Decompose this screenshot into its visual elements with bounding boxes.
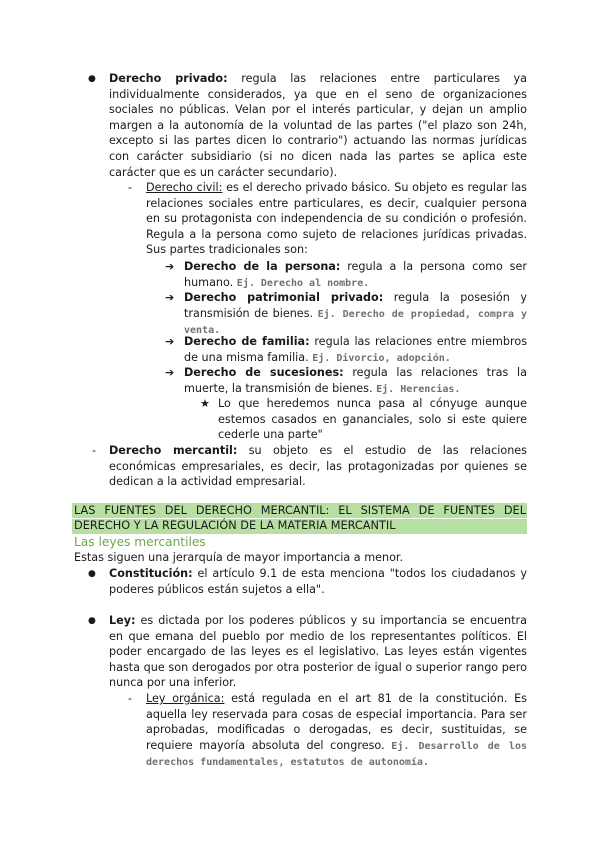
sucesiones-note-text: Lo que heredemos nunca pasa al cónyuge aunque estemos casados en gananciales, solo si este quiere cederle una parte" <box>218 397 527 442</box>
constitucion-text: el artículo 9.1 de esta menciona "todos los ciudadanos y poderes públicos están sujetos a ella". <box>109 567 527 596</box>
bullet-icon: ● <box>88 616 96 626</box>
derecho-patrimonial-label: Derecho patrimonial privado: <box>184 291 384 304</box>
arrow-icon: ➔ <box>165 291 175 304</box>
sucesiones-note <box>218 396 527 443</box>
derecho-patrimonial-example: Ej. Derecho de propiedad, compra y venta. <box>184 308 527 337</box>
ley-organica-item <box>146 691 527 771</box>
arrow-icon: ➔ <box>165 260 175 273</box>
ley-text: es dictada por los poderes públicos y su importancia se encuentra en que emana del pueblo por medio de los representantes políticos. El poder encargado de las leyes es el legislativo. Las leyes están vigentes hasta que son derogados por otra posterior de igual o superior rango pero nunca por una inferior. <box>109 614 527 690</box>
derecho-mercantil-text: su objeto es el estudio de las relaciones económicas empresariales, es decir, las protagonizadas por quienes se dedican a la actividad empresarial. <box>109 444 527 489</box>
ley-label: Ley: <box>109 614 136 627</box>
dash-icon: - <box>92 444 97 457</box>
derecho-familia-text: regula las relaciones entre miembros de una misma familia. <box>184 335 528 364</box>
derecho-privado-item <box>109 71 527 180</box>
derecho-sucesiones-text: regula las relaciones tras la muerte, la transmisión de bienes. <box>184 366 528 395</box>
section-heading: LAS FUENTES DEL DERECHO MERCANTIL: EL SISTEMA DE FUENTES DEL DERECHO Y LA REGULACIÓN DE LA MATERIA MERCANTIL <box>74 504 526 533</box>
star-icon: ★ <box>200 397 210 410</box>
bullet-icon: ● <box>88 74 96 84</box>
ley-item <box>109 613 527 691</box>
derecho-privado-text: regula las relaciones entre particulares ya individualmente considerados, ya que en el seno de organizaciones sociales no públicas. Velan por el interés particular, y dejan un amplio margen a la autonomía de la voluntad de las partes ("el plazo son 24h, excepto si las partes dicen lo contrario") actuando las normas jurídicas con carácter subsidiario (si no dicen nada las partes se aplica este carácter que es un carácter secundario). <box>109 72 527 179</box>
derecho-familia-item <box>184 334 527 366</box>
derecho-sucesiones-label: Derecho de sucesiones: <box>184 366 344 379</box>
intro-text: Estas siguen una jerarquía de mayor importancia a menor. <box>74 551 404 564</box>
ley-organica-text: está regulada en el art 81 de la constitución. Es aquella ley reservada para cosas de especial importancia. Para ser aprobadas, modificadas o derogadas, es decir, sustituidas, se requiere mayoría absoluta del congreso. <box>146 692 528 752</box>
derecho-civil-label: Derecho civil: <box>146 181 223 194</box>
subheading: Las leyes mercantiles <box>74 535 206 549</box>
derecho-sucesiones-example: Ej. Herencias. <box>376 383 461 395</box>
constitucion-label: Constitución: <box>109 567 193 580</box>
bullet-icon: ● <box>88 569 96 579</box>
derecho-persona-item <box>184 259 527 291</box>
derecho-mercantil-item <box>109 443 527 490</box>
arrow-icon: ➔ <box>165 335 175 348</box>
derecho-civil-text: es el derecho privado básico. Su objeto es regular las relaciones sociales entre particulares, es decir, cualquier persona en su protagonista con independencia de su condición o profesión. Regula a la persona como sujeto de relaciones jurídicas privadas. Sus partes tradicionales son: <box>146 181 528 257</box>
derecho-civil-item <box>146 180 527 258</box>
derecho-familia-label: Derecho de familia: <box>184 335 310 348</box>
ley-organica-example: Ej. Desarrollo de los derechos fundamentales, estatutos de autonomía. <box>146 740 527 769</box>
dash-icon: - <box>128 181 133 194</box>
derecho-persona-example: Ej. Derecho al nombre. <box>236 277 370 289</box>
derecho-familia-example: Ej. Divorcio, adopción. <box>312 352 451 364</box>
derecho-persona-text: regula a la persona como ser humano. <box>184 260 527 289</box>
constitucion-item <box>109 566 527 597</box>
derecho-privado-label: Derecho privado: <box>109 72 228 85</box>
derecho-patrimonial-text: regula la posesión y transmisión de bienes. <box>184 291 527 320</box>
dash-icon: - <box>128 692 133 705</box>
derecho-patrimonial-item <box>184 290 527 339</box>
derecho-mercantil-label: Derecho mercantil: <box>109 444 238 457</box>
derecho-sucesiones-item <box>184 365 527 397</box>
ley-organica-label: Ley orgánica: <box>146 692 225 705</box>
arrow-icon: ➔ <box>165 366 175 379</box>
derecho-persona-label: Derecho de la persona: <box>184 260 341 273</box>
